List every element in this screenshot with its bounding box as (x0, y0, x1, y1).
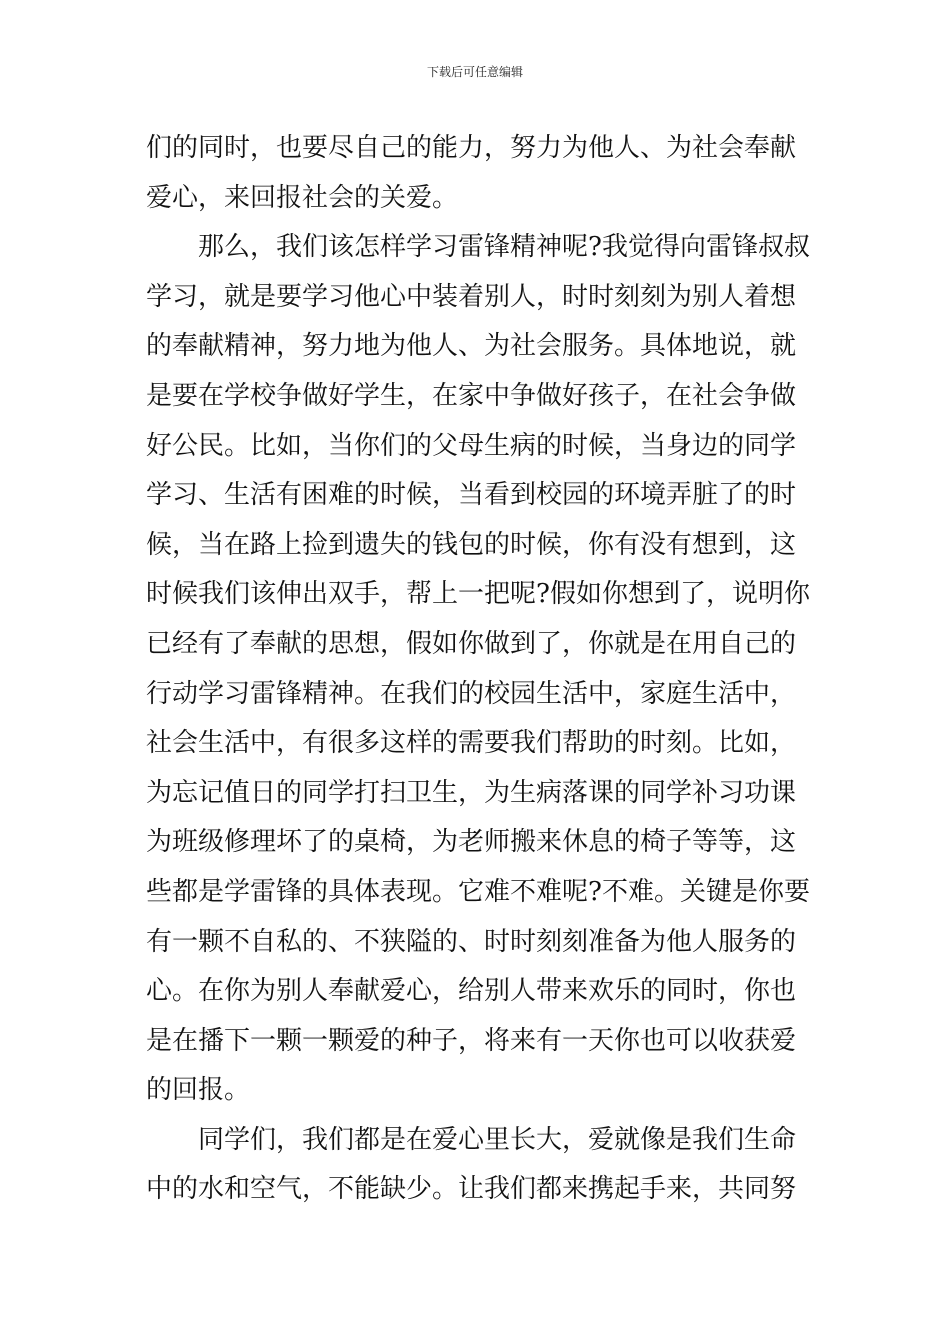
text-line: 爱心，来回报社会的关爱。 (146, 182, 459, 213)
text-line: 些都是学雷锋的具体表现。它难不难呢?不难。关键是你要 (146, 876, 810, 907)
text-line: 有一颗不自私的、不狭隘的、时时刻刻准备为他人服务的 (146, 926, 797, 957)
text-line: 行动学习雷锋精神。在我们的校园生活中，家庭生活中， (146, 678, 797, 709)
text-line: 学习、生活有困难的时候，当看到校园的环境弄脏了的时 (146, 480, 797, 511)
text-line: 为班级修理坏了的桌椅，为老师搬来休息的椅子等等，这 (146, 827, 797, 858)
text-line: 心。在你为别人奉献爱心，给别人带来欢乐的同时，你也 (146, 976, 797, 1007)
text-line: 同学们，我们都是在爱心里长大，爱就像是我们生命 (146, 1124, 797, 1155)
page-header: 下载后可任意编辑 (426, 65, 523, 79)
document-body (146, 124, 811, 1215)
text-line: 是在播下一颗一颗爱的种子，将来有一天你也可以收获爱 (146, 1025, 797, 1056)
text-line: 学习，就是要学习他心中装着别人，时时刻刻为别人着想 (146, 281, 797, 312)
text-line: 的奉献精神，努力地为他人、为社会服务。具体地说，就 (146, 331, 797, 362)
text-line: 候，当在路上捡到遗失的钱包的时候，你有没有想到，这 (146, 529, 797, 560)
text-line: 是要在学校争做好学生，在家中争做好孩子，在社会争做 (146, 380, 797, 411)
text-line: 好公民。比如，当你们的父母生病的时候，当身边的同学 (146, 430, 797, 461)
text-line: 那么，我们该怎样学习雷锋精神呢?我觉得向雷锋叔叔 (146, 232, 810, 263)
text-line: 的回报。 (146, 1075, 251, 1106)
text-line: 社会生活中，有很多这样的需要我们帮助的时刻。比如， (146, 728, 797, 759)
text-line: 们的同时，也要尽自己的能力，努力为他人、为社会奉献 (146, 133, 797, 163)
text-line: 时候我们该伸出双手，帮上一把呢?假如你想到了，说明你 (146, 579, 810, 610)
text-line: 中的水和空气，不能缺少。让我们都来携起手来，共同努 (146, 1174, 797, 1205)
text-line: 已经有了奉献的思想，假如你做到了，你就是在用自己的 (146, 628, 797, 659)
text-line: 为忘记值日的同学打扫卫生，为生病落课的同学补习功课 (146, 777, 797, 808)
